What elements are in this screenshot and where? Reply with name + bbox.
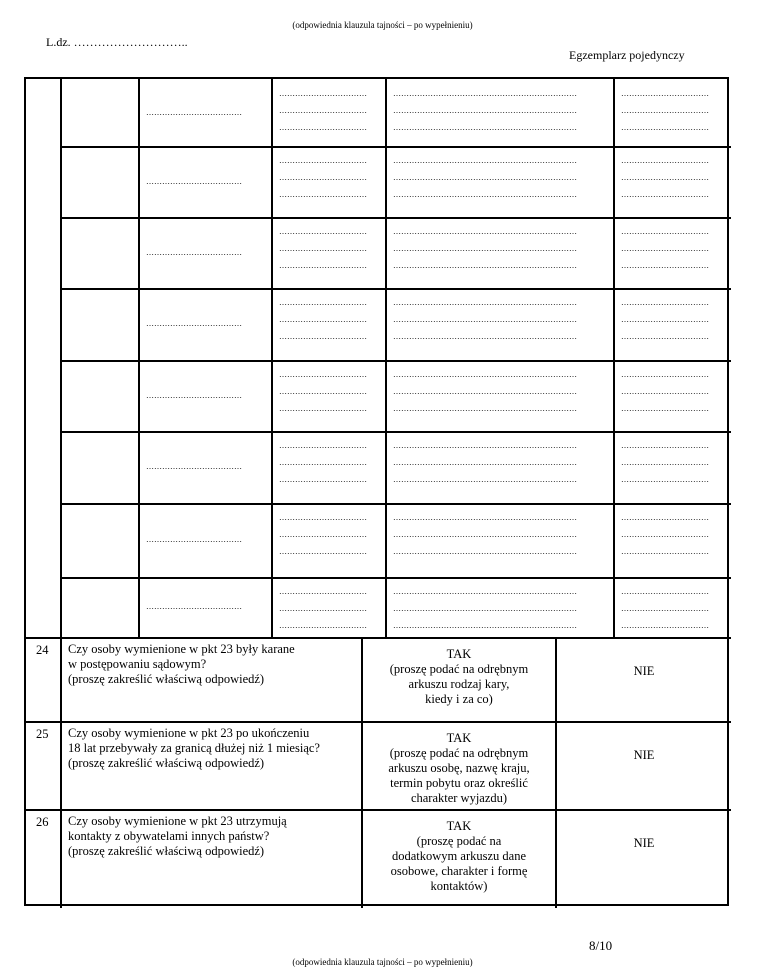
dotted-address-field[interactable]: …………………………………………………………… — [393, 404, 577, 413]
column-divider — [613, 79, 615, 637]
column-divider — [138, 79, 140, 637]
question-number: 26 — [36, 815, 49, 829]
row-divider — [60, 146, 731, 148]
copy-label: Egzemplarz pojedynczy — [569, 48, 685, 62]
dotted-date-field[interactable]: …………………………… — [279, 315, 367, 324]
row-divider — [60, 431, 731, 433]
answer-yes-option[interactable]: TAK (proszę podać na odrębnym arkuszu osobę, nazwę kraju, termin pobytu oraz określić charakter wyjazdu) — [388, 731, 530, 805]
classification-header: (odpowiednia klauzula tajności – po wypełnieniu) — [292, 20, 473, 30]
classification-footer: (odpowiednia klauzula tajności – po wypełnieniu) — [292, 957, 473, 967]
ldz-field: L.dz. ……………………….. — [46, 35, 188, 49]
dotted-date-field[interactable]: …………………………… — [279, 621, 367, 630]
dotted-name-field[interactable]: ……………………………… — [146, 602, 242, 611]
dotted-address-field[interactable]: …………………………………………………………… — [393, 387, 577, 396]
form-table — [24, 77, 729, 906]
dotted-address-field[interactable]: …………………………………………………………… — [393, 123, 577, 132]
dotted-date-field[interactable]: …………………………… — [279, 458, 367, 467]
dotted-notes-field[interactable]: …………………………… — [621, 530, 709, 539]
dotted-notes-field[interactable]: …………………………… — [621, 261, 709, 270]
question-number: 24 — [36, 643, 49, 657]
dotted-address-field[interactable]: …………………………………………………………… — [393, 261, 577, 270]
dotted-notes-field[interactable]: …………………………… — [621, 298, 709, 307]
dotted-address-field[interactable]: …………………………………………………………… — [393, 475, 577, 484]
row-divider — [60, 217, 731, 219]
question-number: 25 — [36, 727, 49, 741]
dotted-name-field[interactable]: ……………………………… — [146, 462, 242, 471]
column-divider — [361, 637, 363, 908]
dotted-date-field[interactable]: …………………………… — [279, 513, 367, 522]
dotted-name-field[interactable]: ……………………………… — [146, 247, 242, 257]
dotted-date-field[interactable]: …………………………… — [279, 404, 367, 413]
dotted-address-field[interactable]: …………………………………………………………… — [393, 513, 577, 522]
dotted-address-field[interactable]: …………………………………………………………… — [393, 604, 577, 613]
dotted-notes-field[interactable]: …………………………… — [621, 89, 709, 98]
column-divider — [385, 79, 387, 637]
dotted-name-field[interactable]: ……………………………… — [146, 390, 242, 400]
column-divider — [271, 79, 273, 637]
dotted-address-field[interactable]: …………………………………………………………… — [393, 530, 577, 539]
dotted-date-field[interactable]: …………………………… — [279, 475, 367, 484]
dotted-notes-field[interactable]: …………………………… — [621, 587, 709, 596]
dotted-notes-field[interactable]: …………………………… — [621, 190, 709, 199]
column-divider — [555, 637, 557, 908]
dotted-date-field[interactable]: …………………………… — [279, 298, 367, 307]
dotted-address-field[interactable]: …………………………………………………………… — [393, 298, 577, 307]
dotted-notes-field[interactable]: …………………………… — [621, 475, 709, 484]
dotted-notes-field[interactable]: …………………………… — [621, 441, 709, 450]
dotted-notes-field[interactable]: …………………………… — [621, 173, 709, 182]
dotted-date-field[interactable]: …………………………… — [279, 261, 367, 270]
dotted-address-field[interactable]: …………………………………………………………… — [393, 441, 577, 450]
dotted-notes-field[interactable]: …………………………… — [621, 370, 709, 379]
dotted-date-field[interactable]: …………………………… — [279, 370, 367, 379]
dotted-date-field[interactable]: …………………………… — [279, 89, 367, 98]
dotted-name-field[interactable]: ……………………………… — [146, 319, 242, 328]
answer-no-option[interactable]: NIE — [633, 664, 655, 678]
column-divider — [60, 637, 62, 908]
dotted-notes-field[interactable]: …………………………… — [621, 106, 709, 115]
dotted-date-field[interactable]: …………………………… — [279, 547, 367, 556]
dotted-address-field[interactable]: …………………………………………………………… — [393, 227, 577, 236]
dotted-date-field[interactable]: …………………………… — [279, 173, 367, 182]
dotted-address-field[interactable]: …………………………………………………………… — [393, 587, 577, 596]
dotted-notes-field[interactable]: …………………………… — [621, 156, 709, 165]
dotted-address-field[interactable]: …………………………………………………………… — [393, 89, 577, 98]
dotted-date-field[interactable]: …………………………… — [279, 106, 367, 115]
question-divider — [26, 721, 731, 723]
dotted-notes-field[interactable]: …………………………… — [621, 387, 709, 396]
dotted-date-field[interactable]: …………………………… — [279, 387, 367, 396]
dotted-date-field[interactable]: …………………………… — [279, 332, 367, 341]
dotted-address-field[interactable]: …………………………………………………………… — [393, 315, 577, 324]
row-divider — [60, 360, 731, 362]
dotted-address-field[interactable]: …………………………………………………………… — [393, 106, 577, 115]
row-divider — [60, 288, 731, 290]
question-divider — [26, 809, 731, 811]
dotted-notes-field[interactable]: …………………………… — [621, 458, 709, 467]
dotted-address-field[interactable]: …………………………………………………………… — [393, 458, 577, 467]
dotted-date-field[interactable]: …………………………… — [279, 227, 367, 236]
dotted-notes-field[interactable]: …………………………… — [621, 227, 709, 236]
dotted-notes-field[interactable]: …………………………… — [621, 123, 709, 132]
question-text: Czy osoby wymienione w pkt 23 po ukończeniu 18 lat przebywały za granicą dłużej niż 1 miesiąc? (proszę zakreślić właściwą odpowiedź) — [68, 726, 320, 770]
dotted-address-field[interactable]: …………………………………………………………… — [393, 621, 577, 630]
dotted-date-field[interactable]: …………………………… — [279, 244, 367, 253]
dotted-notes-field[interactable]: …………………………… — [621, 604, 709, 613]
row-divider — [60, 503, 731, 505]
dotted-address-field[interactable]: …………………………………………………………… — [393, 547, 577, 556]
dotted-notes-field[interactable]: …………………………… — [621, 315, 709, 324]
dotted-date-field[interactable]: …………………………… — [279, 123, 367, 132]
answer-no-option[interactable]: NIE — [633, 748, 655, 762]
dotted-name-field[interactable]: ……………………………… — [146, 176, 242, 186]
dotted-address-field[interactable]: …………………………………………………………… — [393, 332, 577, 341]
dotted-notes-field[interactable]: …………………………… — [621, 513, 709, 522]
answer-yes-option[interactable]: TAK (proszę podać na dodatkowym arkuszu dane osobowe, charakter i formę kontaktów) — [390, 819, 528, 893]
dotted-notes-field[interactable]: …………………………… — [621, 332, 709, 341]
answer-yes-option[interactable]: TAK (proszę podać na odrębnym arkuszu rodzaj kary, kiedy i za co) — [389, 647, 529, 706]
row-divider — [60, 577, 731, 579]
question-text: Czy osoby wymienione w pkt 23 były karane w postępowaniu sądowym? (proszę zakreślić właściwą odpowiedź) — [68, 642, 295, 686]
dotted-address-field[interactable]: …………………………………………………………… — [393, 370, 577, 379]
dotted-date-field[interactable]: …………………………… — [279, 587, 367, 596]
dotted-date-field[interactable]: …………………………… — [279, 156, 367, 165]
answer-no-option[interactable]: NIE — [633, 836, 655, 850]
dotted-address-field[interactable]: …………………………………………………………… — [393, 156, 577, 165]
dotted-notes-field[interactable]: …………………………… — [621, 404, 709, 413]
dotted-notes-field[interactable]: …………………………… — [621, 244, 709, 253]
dotted-address-field[interactable]: …………………………………………………………… — [393, 173, 577, 182]
dotted-name-field[interactable]: ……………………………… — [146, 107, 242, 117]
dotted-notes-field[interactable]: …………………………… — [621, 547, 709, 556]
dotted-date-field[interactable]: …………………………… — [279, 604, 367, 613]
dotted-address-field[interactable]: …………………………………………………………… — [393, 190, 577, 199]
dotted-name-field[interactable]: ……………………………… — [146, 535, 242, 544]
section-divider — [26, 637, 731, 639]
page-number: 8/10 — [589, 938, 613, 953]
column-divider — [60, 79, 62, 637]
dotted-notes-field[interactable]: …………………………… — [621, 621, 709, 630]
dotted-date-field[interactable]: …………………………… — [279, 441, 367, 450]
dotted-date-field[interactable]: …………………………… — [279, 190, 367, 199]
question-text: Czy osoby wymienione w pkt 23 utrzymują kontakty z obywatelami innych państw? (proszę zakreślić właściwą odpowiedź) — [68, 814, 287, 858]
dotted-address-field[interactable]: …………………………………………………………… — [393, 244, 577, 253]
dotted-date-field[interactable]: …………………………… — [279, 530, 367, 539]
